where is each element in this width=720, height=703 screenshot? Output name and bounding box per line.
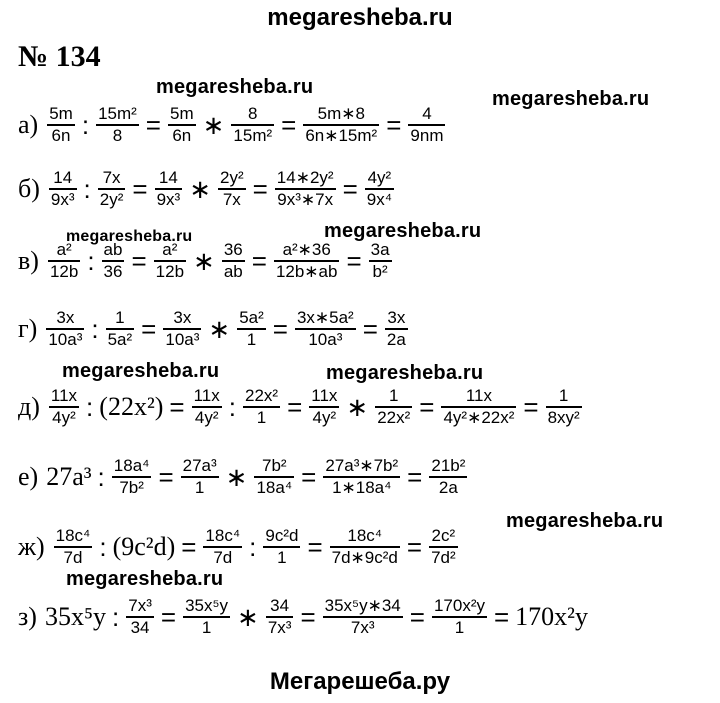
fraction — [323, 456, 400, 498]
fraction — [254, 456, 294, 498]
numerator: 3a — [370, 240, 390, 259]
denominator: 10a³ — [308, 329, 343, 349]
fraction — [203, 526, 242, 568]
denominator: 9x³∗7x — [277, 189, 334, 209]
denominator: 7d∗9c²d — [331, 547, 398, 567]
numerator: 11x — [311, 386, 338, 405]
numerator: 3x∗5a² — [296, 308, 354, 327]
numerator: 18c⁴ — [347, 526, 383, 545]
operator: = — [523, 391, 539, 422]
numerator: 11x — [50, 386, 78, 405]
numerator: 7x — [102, 168, 121, 187]
numerator: 170x²y — [433, 596, 485, 615]
numerator: 35x⁵y — [185, 596, 229, 615]
denominator: 9nm — [410, 125, 444, 145]
expression: (22x²) — [99, 391, 164, 421]
operator: ∗ — [189, 173, 211, 204]
numerator: 35x⁵y∗34 — [324, 596, 401, 615]
fraction — [192, 386, 222, 428]
fraction — [218, 168, 246, 210]
operator: = — [386, 109, 402, 140]
numerator: a² — [162, 240, 178, 259]
numerator: a²∗36 — [282, 240, 331, 259]
numerator: 1 — [115, 308, 125, 327]
operator: = — [300, 601, 316, 632]
equation-row-zh — [18, 526, 461, 568]
denominator: 10a³ — [48, 329, 83, 349]
item-label: а) — [18, 109, 39, 139]
denominator: 4y² — [312, 407, 337, 427]
numerator: 9c²d — [265, 526, 299, 545]
numerator: 2c² — [431, 526, 456, 545]
denominator: 4y² — [194, 407, 219, 427]
operator: = — [132, 173, 148, 204]
numerator: 3x — [387, 308, 406, 327]
problem-number: № 134 — [18, 40, 101, 73]
denominator: b² — [372, 261, 388, 281]
fraction — [155, 168, 183, 210]
fraction — [309, 386, 339, 428]
numerator: 14 — [53, 168, 73, 187]
denominator: 1 — [201, 617, 212, 637]
numerator: 1 — [558, 386, 569, 405]
item-label: д) — [18, 391, 40, 421]
fraction — [432, 596, 487, 638]
operator: = — [252, 173, 268, 204]
expression: 27a³ — [46, 461, 92, 491]
denominator: 12b∗ab — [275, 261, 338, 281]
denominator: 1 — [454, 617, 465, 637]
operator: = — [407, 461, 423, 492]
denominator: 2y² — [99, 189, 124, 209]
numerator: 34 — [270, 596, 290, 615]
header-site-name: megaresheba.ru — [267, 4, 453, 31]
numerator: 7b² — [262, 456, 287, 475]
operator: = — [158, 461, 174, 492]
fraction — [126, 596, 154, 638]
operator: = — [160, 601, 177, 632]
denominator: 1 — [246, 329, 257, 349]
denominator: 5a² — [107, 329, 133, 349]
numerator: 18c⁴ — [205, 526, 241, 545]
operator: : — [81, 109, 90, 140]
numerator: 27a³∗7b² — [325, 456, 399, 475]
fraction — [375, 386, 412, 428]
fraction — [369, 240, 392, 282]
denominator: 7d — [213, 547, 233, 567]
operator: : — [83, 173, 91, 204]
denominator: 4y²∗22x² — [443, 407, 515, 427]
operator: = — [419, 391, 435, 422]
fraction — [98, 168, 126, 210]
equation-row-z — [18, 596, 590, 638]
denominator: 9x³ — [156, 189, 181, 209]
expression: (9c²d) — [112, 531, 176, 561]
item-label: б) — [18, 173, 40, 203]
fraction — [222, 240, 245, 282]
denominator: ab — [223, 261, 243, 281]
operator: = — [169, 391, 185, 422]
denominator: 1∗18a⁴ — [332, 477, 392, 497]
numerator: 3x — [173, 308, 192, 327]
equation-row-v — [18, 240, 395, 282]
item-label: в) — [18, 245, 39, 275]
numerator: 4y² — [367, 168, 392, 187]
fraction — [546, 386, 582, 428]
operator: : — [86, 391, 94, 422]
numerator: a² — [56, 240, 72, 259]
fraction — [54, 526, 93, 568]
numerator: 5m — [49, 104, 73, 123]
operator: : — [228, 391, 236, 422]
fraction — [429, 526, 458, 568]
operator: = — [145, 109, 161, 140]
watermark: megaresheba.ru — [62, 360, 220, 382]
fraction — [48, 240, 80, 282]
denominator: 12b — [155, 261, 185, 281]
denominator: 6n∗15m² — [305, 125, 378, 145]
operator: = — [342, 173, 358, 204]
denominator: 6n — [172, 125, 192, 145]
equation-row-g — [18, 308, 411, 350]
fraction — [46, 308, 84, 350]
fraction — [183, 596, 230, 638]
operator: ∗ — [346, 391, 369, 422]
denominator: 8 — [112, 125, 123, 145]
numerator: 14 — [158, 168, 178, 187]
numerator: 18a⁴ — [113, 456, 150, 475]
equation-row-d — [18, 386, 585, 428]
fraction — [274, 240, 340, 282]
denominator: 7x — [222, 189, 241, 209]
denominator: 1 — [256, 407, 267, 427]
watermark: megaresheba.ru — [66, 228, 193, 245]
denominator: 7d² — [431, 547, 456, 567]
numerator: 21b² — [431, 456, 466, 475]
denominator: 7d — [63, 547, 83, 567]
denominator: 2a — [438, 477, 458, 497]
fraction — [168, 104, 196, 146]
operator: : — [249, 531, 257, 562]
denominator: 18a⁴ — [256, 477, 293, 497]
fraction — [47, 104, 75, 146]
equation-row-b — [18, 168, 397, 210]
numerator: 22x² — [244, 386, 279, 405]
fraction — [106, 308, 135, 350]
operator: : — [112, 601, 120, 632]
operator: : — [91, 313, 99, 344]
numerator: 36 — [223, 240, 243, 259]
fraction — [102, 240, 125, 282]
numerator: 5a² — [239, 308, 264, 327]
operator: = — [141, 313, 157, 344]
item-label: г) — [18, 313, 38, 343]
equation-row-a — [18, 104, 448, 146]
fraction — [231, 104, 274, 146]
operator: ∗ — [225, 461, 248, 492]
denominator: 12b — [49, 261, 79, 281]
fraction — [263, 526, 300, 568]
watermark: megaresheba.ru — [506, 510, 664, 532]
fraction — [181, 456, 219, 498]
watermark: megaresheba.ru — [492, 88, 650, 110]
numerator: 27a³ — [182, 456, 217, 475]
numerator: 3x — [56, 308, 75, 327]
denominator: 34 — [130, 617, 150, 637]
fraction — [365, 168, 394, 210]
denominator: 10a³ — [165, 329, 200, 349]
denominator: 7x³ — [267, 617, 292, 637]
fraction — [295, 308, 356, 350]
expression: 35x⁵y — [44, 601, 107, 631]
equation-row-e — [18, 456, 470, 498]
numerator: 11x — [465, 386, 493, 405]
denominator: 4y² — [52, 407, 76, 427]
operator: = — [181, 531, 197, 562]
denominator: 9x³ — [50, 189, 75, 209]
operator: : — [87, 245, 95, 276]
operator: : — [97, 461, 105, 492]
fraction — [266, 596, 294, 638]
fraction — [243, 386, 280, 428]
footer-site-name: Мегарешеба.ру — [269, 668, 451, 695]
denominator: 8xy² — [547, 407, 580, 427]
numerator: 18c⁴ — [55, 526, 91, 545]
item-label: з) — [18, 601, 37, 631]
fraction — [408, 104, 445, 146]
fraction — [154, 240, 186, 282]
operator: = — [409, 601, 425, 632]
operator: ∗ — [193, 245, 215, 276]
watermark: megaresheba.ru — [324, 220, 482, 242]
numerator: 7x³ — [128, 596, 152, 615]
operator: = — [301, 461, 317, 492]
fraction — [237, 308, 266, 350]
operator: = — [493, 601, 510, 632]
expression: 170x²y — [515, 601, 588, 631]
denominator: 22x² — [377, 407, 411, 427]
denominator: 6n — [51, 125, 71, 145]
denominator: 36 — [103, 261, 123, 281]
fraction — [49, 168, 77, 210]
numerator: 5m — [169, 104, 194, 123]
fraction — [441, 386, 516, 428]
operator: = — [287, 391, 303, 422]
fraction — [385, 308, 408, 350]
operator: ∗ — [237, 601, 259, 632]
denominator: 9x⁴ — [366, 189, 393, 209]
watermark: megaresheba.ru — [326, 362, 484, 384]
operator: = — [406, 531, 423, 562]
operator: = — [131, 245, 147, 276]
numerator: 1 — [389, 386, 399, 405]
numerator: 5m∗8 — [317, 104, 365, 123]
watermark: megaresheba.ru — [156, 76, 314, 98]
fraction — [429, 456, 467, 498]
operator: : — [99, 531, 107, 562]
operator: ∗ — [202, 109, 225, 140]
fraction — [323, 596, 403, 638]
fraction — [163, 308, 201, 350]
item-label: е) — [18, 461, 39, 491]
operator: = — [281, 109, 297, 140]
operator: = — [272, 313, 288, 344]
numerator: 2y² — [219, 168, 244, 187]
item-label: ж) — [18, 531, 45, 561]
watermark: megaresheba.ru — [66, 568, 224, 590]
fraction — [275, 168, 336, 210]
denominator: 15m² — [233, 125, 273, 145]
denominator: 7x³ — [350, 617, 375, 637]
denominator: 1 — [194, 477, 205, 497]
fraction — [303, 104, 379, 146]
numerator: 8 — [248, 104, 258, 123]
operator: = — [251, 245, 267, 276]
numerator: 4 — [422, 104, 432, 123]
numerator: 14∗2y² — [276, 168, 334, 187]
numerator: 15m² — [98, 104, 137, 123]
operator: ∗ — [208, 313, 231, 344]
denominator: 1 — [277, 547, 287, 567]
denominator: 7b² — [119, 477, 144, 497]
fraction — [96, 104, 139, 146]
operator: = — [362, 313, 378, 344]
fraction — [49, 386, 79, 428]
numerator: ab — [103, 240, 123, 259]
numerator: 11x — [193, 386, 220, 405]
denominator: 2a — [386, 329, 406, 349]
operator: = — [307, 531, 323, 562]
fraction — [112, 456, 152, 498]
operator: = — [346, 245, 362, 276]
fraction — [330, 526, 400, 568]
